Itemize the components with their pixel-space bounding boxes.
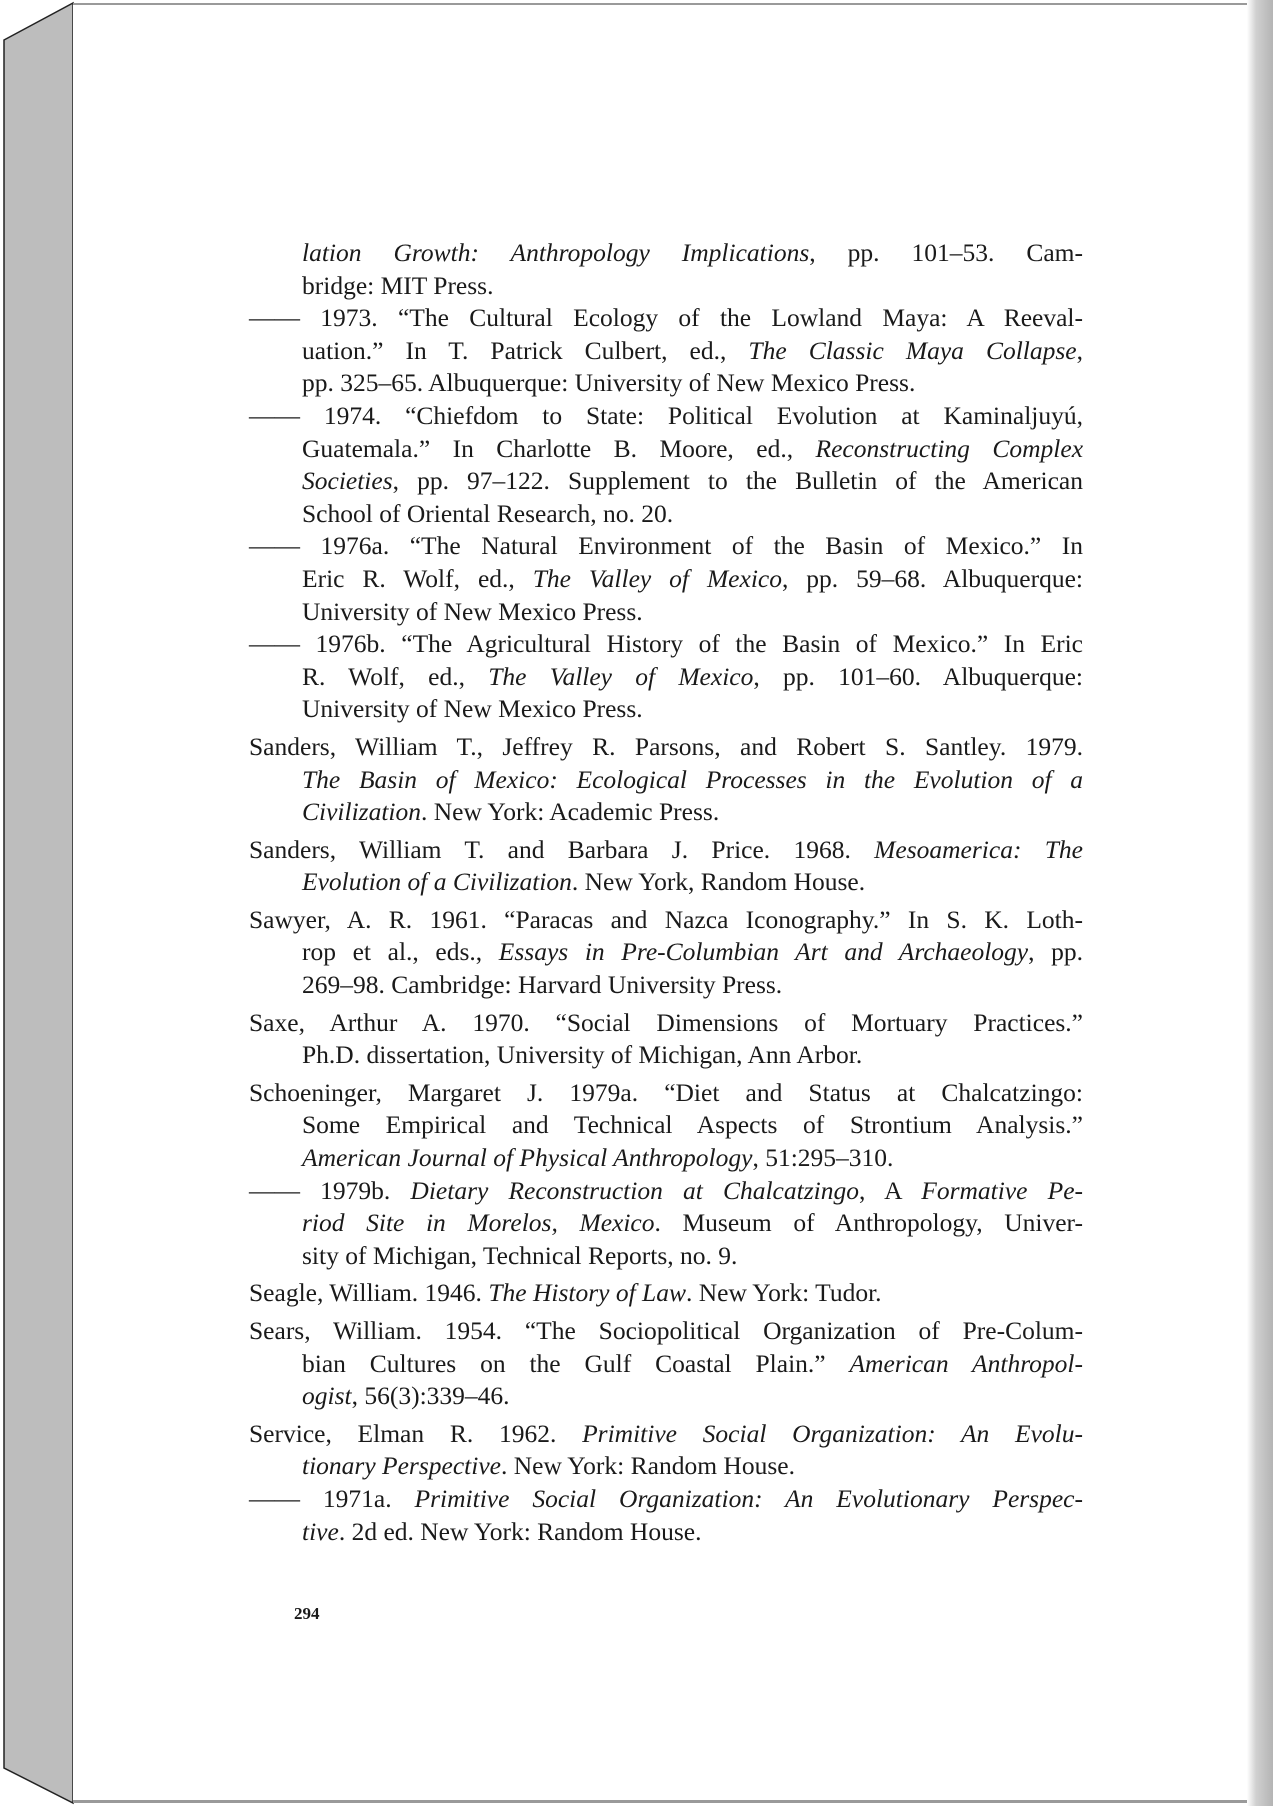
citation-text: rop et al., eds., — [302, 937, 499, 967]
entry-line — [249, 498, 1083, 531]
entry-line — [249, 1315, 1083, 1348]
entry-line — [249, 1109, 1083, 1142]
citation-text: , 51:295–310. — [752, 1143, 894, 1173]
citation-text: Schoeninger, Margaret J. 1979a. “Diet and Status at Chalcatzingo: — [249, 1077, 1083, 1107]
italic-title-text: The Valley of Mexico — [532, 563, 782, 593]
italic-title-text: The Basin of Mexico: Ecological Processes in the Evolution of a — [302, 764, 1083, 794]
citation-text: uation.” In T. Patrick Culbert, ed., — [302, 335, 749, 365]
citation-text: 269–98. Cambridge: Harvard University Press. — [302, 970, 783, 1000]
italic-title-text: Primitive Social Organization: An Evolutionary Perspec- — [414, 1483, 1083, 1513]
italic-title-text: Essays in Pre-Columbian Art and Archaeology — [498, 937, 1029, 967]
bibliography-entry — [249, 1277, 1083, 1310]
bibliography-entry — [249, 530, 1083, 628]
bibliography-entry — [249, 731, 1083, 829]
citation-text: Guatemala.” In Charlotte B. Moore, ed., — [302, 433, 816, 463]
entry-line — [249, 1348, 1083, 1381]
citation-text: sity of Michigan, Technical Reports, no. 9. — [302, 1240, 738, 1270]
italic-title-text: The Valley of Mexico — [488, 661, 754, 691]
citation-text: , pp. 97–122. Supplement to the Bulletin of the American — [392, 466, 1083, 496]
citation-text: . New York: Academic Press. — [421, 797, 720, 827]
citation-text: School of Oriental Research, no. 20. — [302, 498, 674, 528]
entry-line — [249, 764, 1083, 797]
entry-line — [249, 1142, 1083, 1175]
entry-line — [249, 796, 1083, 829]
entry-line — [249, 904, 1083, 937]
entry-line — [249, 1418, 1083, 1451]
italic-title-text: Reconstructing Complex — [815, 433, 1084, 463]
entry-line — [249, 693, 1083, 726]
citation-text: Sawyer, A. R. 1961. “Paracas and Nazca Iconography.” In S. K. Loth- — [249, 904, 1083, 934]
citation-text: Saxe, Arthur A. 1970. “Social Dimensions of Mortuary Practices.” — [249, 1007, 1083, 1037]
citation-text: pp. 325–65. Albuquerque: University of New Mexico Press. — [302, 368, 916, 398]
bibliography-entry — [249, 1315, 1083, 1413]
citation-text: bridge: MIT Press. — [302, 270, 494, 300]
entry-line — [249, 1207, 1083, 1240]
bibliography-entry — [249, 1418, 1083, 1483]
bibliography-entry — [249, 237, 1083, 302]
citation-text: . New York, Random House. — [571, 867, 866, 897]
entry-line — [249, 563, 1083, 596]
bibliography-entry — [249, 1175, 1083, 1273]
entry-line — [249, 270, 1083, 303]
italic-title-text: The History of Law — [488, 1278, 686, 1308]
citation-text: Some Empirical and Technical Aspects of Strontium Analysis.” — [302, 1110, 1083, 1140]
page-edge-shadow — [1247, 0, 1273, 1806]
italic-title-text: Mesoamerica: The — [874, 834, 1083, 864]
bibliography-entry — [249, 628, 1083, 726]
italic-title-text: The Classic Maya Collapse — [748, 335, 1077, 365]
citation-text: . Museum of Anthropology, Univer- — [654, 1208, 1083, 1238]
bibliography-entry — [249, 1483, 1083, 1548]
entry-line — [249, 1277, 1083, 1310]
citation-text: —— 1971a. — [249, 1483, 415, 1513]
bibliography-entry — [249, 1007, 1083, 1072]
citation-text: Sears, William. 1954. “The Sociopolitical Organization of Pre-Colum- — [249, 1316, 1083, 1345]
italic-title-text: tionary Perspective — [302, 1451, 501, 1481]
entry-line — [249, 969, 1083, 1002]
entry-line — [249, 628, 1083, 661]
entry-line — [249, 866, 1083, 899]
citation-text: Eric R. Wolf, ed., — [302, 563, 533, 593]
citation-text: , pp. 59–68. Albuquerque: — [781, 563, 1083, 593]
citation-text: , pp. — [1028, 937, 1084, 967]
entry-line — [249, 1077, 1083, 1110]
entry-line — [249, 237, 1083, 270]
entry-line — [249, 596, 1083, 629]
italic-title-text: Societies — [302, 466, 393, 496]
page-number: 294 — [294, 1604, 320, 1623]
italic-title-text: ogist — [302, 1381, 352, 1411]
citation-text: . New York: Tudor. — [685, 1278, 882, 1308]
bibliography-entry — [249, 400, 1083, 530]
italic-title-text: American Journal of Physical Anthropology — [302, 1143, 753, 1173]
citation-text: Service, Elman R. 1962. — [249, 1418, 583, 1448]
entry-line — [249, 1175, 1083, 1208]
italic-title-text: tive — [302, 1516, 339, 1546]
citation-text: —— 1976a. “The Natural Environment of the Basin of Mexico.” In — [249, 531, 1083, 561]
bibliography-list — [249, 237, 1083, 1548]
italic-title-text: Formative Pe- — [921, 1175, 1084, 1205]
citation-text: , pp. 101–53. Cam- — [809, 238, 1083, 267]
citation-text: —— 1976b. “The Agricultural History of the Basin of Mexico.” In Eric — [249, 629, 1083, 659]
citation-text: —— 1979b. — [249, 1175, 411, 1205]
entry-line — [249, 1380, 1083, 1413]
bibliography-entry — [249, 1077, 1083, 1175]
citation-text: , pp. 101–60. Albuquerque: — [753, 661, 1084, 691]
entry-line — [249, 302, 1083, 335]
italic-title-text: Civilization — [302, 797, 422, 827]
entry-line — [249, 1450, 1083, 1483]
entry-line — [249, 1007, 1083, 1040]
citation-text: Sanders, William T. and Barbara J. Price. 1968. — [249, 834, 875, 864]
citation-text: —— 1973. “The Cultural Ecology of the Lowland Maya: A Reeval- — [249, 303, 1083, 333]
entry-line — [249, 1483, 1083, 1516]
citation-text: University of New Mexico Press. — [302, 694, 643, 724]
citation-text: , — [1076, 335, 1083, 365]
italic-title-text: riod Site in Morelos, Mexico — [302, 1208, 655, 1238]
entry-line — [249, 367, 1083, 400]
entry-line — [249, 1516, 1083, 1549]
italic-title-text: Evolution of a Civilization — [302, 867, 572, 897]
entry-line — [249, 335, 1083, 368]
italic-title-text: American Anthropol- — [849, 1348, 1084, 1378]
entry-line — [249, 400, 1083, 433]
citation-text: University of New Mexico Press. — [302, 596, 643, 626]
entry-line — [249, 661, 1083, 694]
entry-line — [249, 465, 1083, 498]
italic-title-text: Dietary Reconstruction at Chalcatzingo — [410, 1175, 859, 1205]
citation-text: , 56(3):339–46. — [351, 1381, 510, 1411]
entry-line — [249, 834, 1083, 867]
citation-text: R. Wolf, ed., — [302, 661, 489, 691]
citation-text: . 2d ed. New York: Random House. — [338, 1516, 702, 1546]
citation-text: —— 1974. “Chiefdom to State: Political Evolution at Kaminaljuyú, — [249, 400, 1083, 430]
citation-text: Sanders, William T., Jeffrey R. Parsons, and Robert S. Santley. 1979. — [249, 731, 1083, 761]
entry-line — [249, 530, 1083, 563]
entry-line — [249, 1039, 1083, 1072]
italic-title-text: lation Growth: Anthropology Implications — [302, 238, 810, 267]
citation-text: Seagle, William. 1946. — [249, 1278, 489, 1308]
entry-line — [249, 731, 1083, 764]
citation-text: Ph.D. dissertation, University of Michigan, Ann Arbor. — [302, 1040, 863, 1070]
entry-line — [249, 1240, 1083, 1273]
entry-line — [249, 936, 1083, 969]
book-spine — [0, 0, 80, 1806]
citation-text: , A — [858, 1175, 922, 1205]
bibliography-entry — [249, 302, 1083, 400]
entry-line — [249, 433, 1083, 466]
bibliography-entry — [249, 834, 1083, 899]
citation-text: bian Cultures on the Gulf Coastal Plain.” — [302, 1348, 850, 1378]
citation-text: . New York: Random House. — [500, 1451, 795, 1481]
italic-title-text: Primitive Social Organization: An Evolu- — [582, 1418, 1083, 1448]
bibliography-entry — [249, 904, 1083, 1002]
